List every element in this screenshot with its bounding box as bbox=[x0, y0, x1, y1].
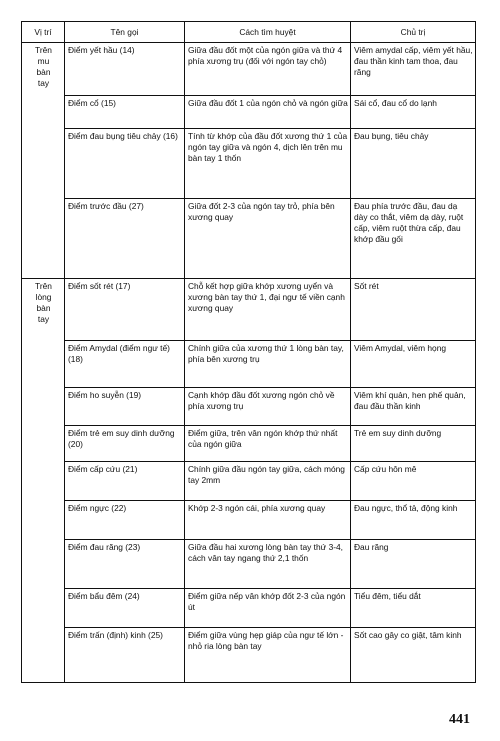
indication: Đau phía trước đầu, đau dạ dày co thắt, viêm dạ dày, ruột cấp, viêm ruột thừa cấp, đau khớp đầu gối bbox=[351, 199, 476, 279]
table-row bbox=[22, 589, 476, 628]
page-number: 441 bbox=[449, 712, 470, 727]
location-method: Cạnh khớp đầu đốt xương ngón chỏ về phía xương trụ bbox=[185, 388, 351, 426]
indication: Đau bụng, tiêu chảy bbox=[351, 129, 476, 199]
indication: Đau răng bbox=[351, 540, 476, 589]
point-name: Điểm trước đầu (27) bbox=[65, 199, 185, 279]
indication: Trẻ em suy dinh dưỡng bbox=[351, 426, 476, 462]
header-name: Tên gọi bbox=[65, 22, 185, 43]
table-row bbox=[22, 129, 476, 199]
table-row bbox=[22, 388, 476, 426]
location-method: Tính từ khớp của đầu đốt xương thứ 1 của ngón tay giữa và ngón 4, dịch lên trên mu bàn tay 1 thốn bbox=[185, 129, 351, 199]
table-row bbox=[22, 628, 476, 683]
point-name: Điểm yết hầu (14) bbox=[65, 43, 185, 96]
location-method: Giữa đầu hai xương lòng bàn tay thứ 3-4, cách vân tay ngang thứ 2,1 thốn bbox=[185, 540, 351, 589]
table-row bbox=[22, 462, 476, 501]
header-position: Vị trí bbox=[22, 22, 65, 43]
point-name: Điểm cấp cứu (21) bbox=[65, 462, 185, 501]
location-method: Giữa đốt 2-3 của ngón tay trỏ, phía bên xương quay bbox=[185, 199, 351, 279]
location-method: Điểm giữa vùng hẹp giáp của ngư tế lớn - nhỏ ria lòng bàn tay bbox=[185, 628, 351, 683]
indication: Tiểu đêm, tiểu dắt bbox=[351, 589, 476, 628]
indication: Sái cổ, đau cổ do lạnh bbox=[351, 96, 476, 129]
table-row bbox=[22, 96, 476, 129]
point-name: Điểm ho suyễn (19) bbox=[65, 388, 185, 426]
table-row bbox=[22, 501, 476, 540]
location-method: Khớp 2-3 ngón cái, phía xương quay bbox=[185, 501, 351, 540]
table-row bbox=[22, 43, 476, 96]
header-method: Cách tìm huyệt bbox=[185, 22, 351, 43]
header-indication: Chủ trị bbox=[351, 22, 476, 43]
location-method: Giữa đầu đốt 1 của ngón chỏ và ngón giữa bbox=[185, 96, 351, 129]
point-name: Điểm Amydal (điểm ngư tế) (18) bbox=[65, 341, 185, 388]
point-name: Điểm trấn (định) kinh (25) bbox=[65, 628, 185, 683]
indication: Viêm amydal cấp, viêm yết hầu, đau thần kinh tam thoa, đau răng bbox=[351, 43, 476, 96]
table-row bbox=[22, 199, 476, 279]
location-method: Giữa đầu đốt một của ngón giữa và thứ 4 phía xương trụ (đối với ngón tay chỏ) bbox=[185, 43, 351, 96]
indication: Sốt cao gây co giật, tâm kinh bbox=[351, 628, 476, 683]
point-name: Điểm bẩu đêm (24) bbox=[65, 589, 185, 628]
location-method: Chỗ kết hợp giữa khớp xương uyển và xương bàn tay thứ 1, đại ngư tế viền cạnh xương quay bbox=[185, 279, 351, 341]
indication: Sốt rét bbox=[351, 279, 476, 341]
position-cell: Trên lòng bàn tay bbox=[22, 279, 65, 683]
table-row bbox=[22, 341, 476, 388]
table-header-row bbox=[22, 22, 476, 43]
acupoint-table bbox=[21, 21, 476, 683]
point-name: Điểm ngực (22) bbox=[65, 501, 185, 540]
indication: Cấp cứu hôn mê bbox=[351, 462, 476, 501]
point-name: Điểm đau bụng tiêu chảy (16) bbox=[65, 129, 185, 199]
location-method: Điểm giữa, trên vân ngón khớp thứ nhất của ngón giữa bbox=[185, 426, 351, 462]
point-name: Điểm trẻ em suy dinh dưỡng (20) bbox=[65, 426, 185, 462]
location-method: Chính giữa đầu ngón tay giữa, cách móng tay 2mm bbox=[185, 462, 351, 501]
indication: Viêm khí quản, hen phế quản, đau đầu thần kinh bbox=[351, 388, 476, 426]
position-cell: Trên mu bàn tay bbox=[22, 43, 65, 279]
table-row bbox=[22, 540, 476, 589]
indication: Đau ngực, thổ tả, động kinh bbox=[351, 501, 476, 540]
location-method: Chính giữa của xương thứ 1 lòng bàn tay, phía bên xương trụ bbox=[185, 341, 351, 388]
point-name: Điểm đau răng (23) bbox=[65, 540, 185, 589]
point-name: Điểm cổ (15) bbox=[65, 96, 185, 129]
point-name: Điểm sốt rét (17) bbox=[65, 279, 185, 341]
indication: Viêm Amydal, viêm họng bbox=[351, 341, 476, 388]
table-row bbox=[22, 426, 476, 462]
table-row bbox=[22, 279, 476, 341]
location-method: Điểm giữa nếp vân khớp đốt 2-3 của ngón út bbox=[185, 589, 351, 628]
